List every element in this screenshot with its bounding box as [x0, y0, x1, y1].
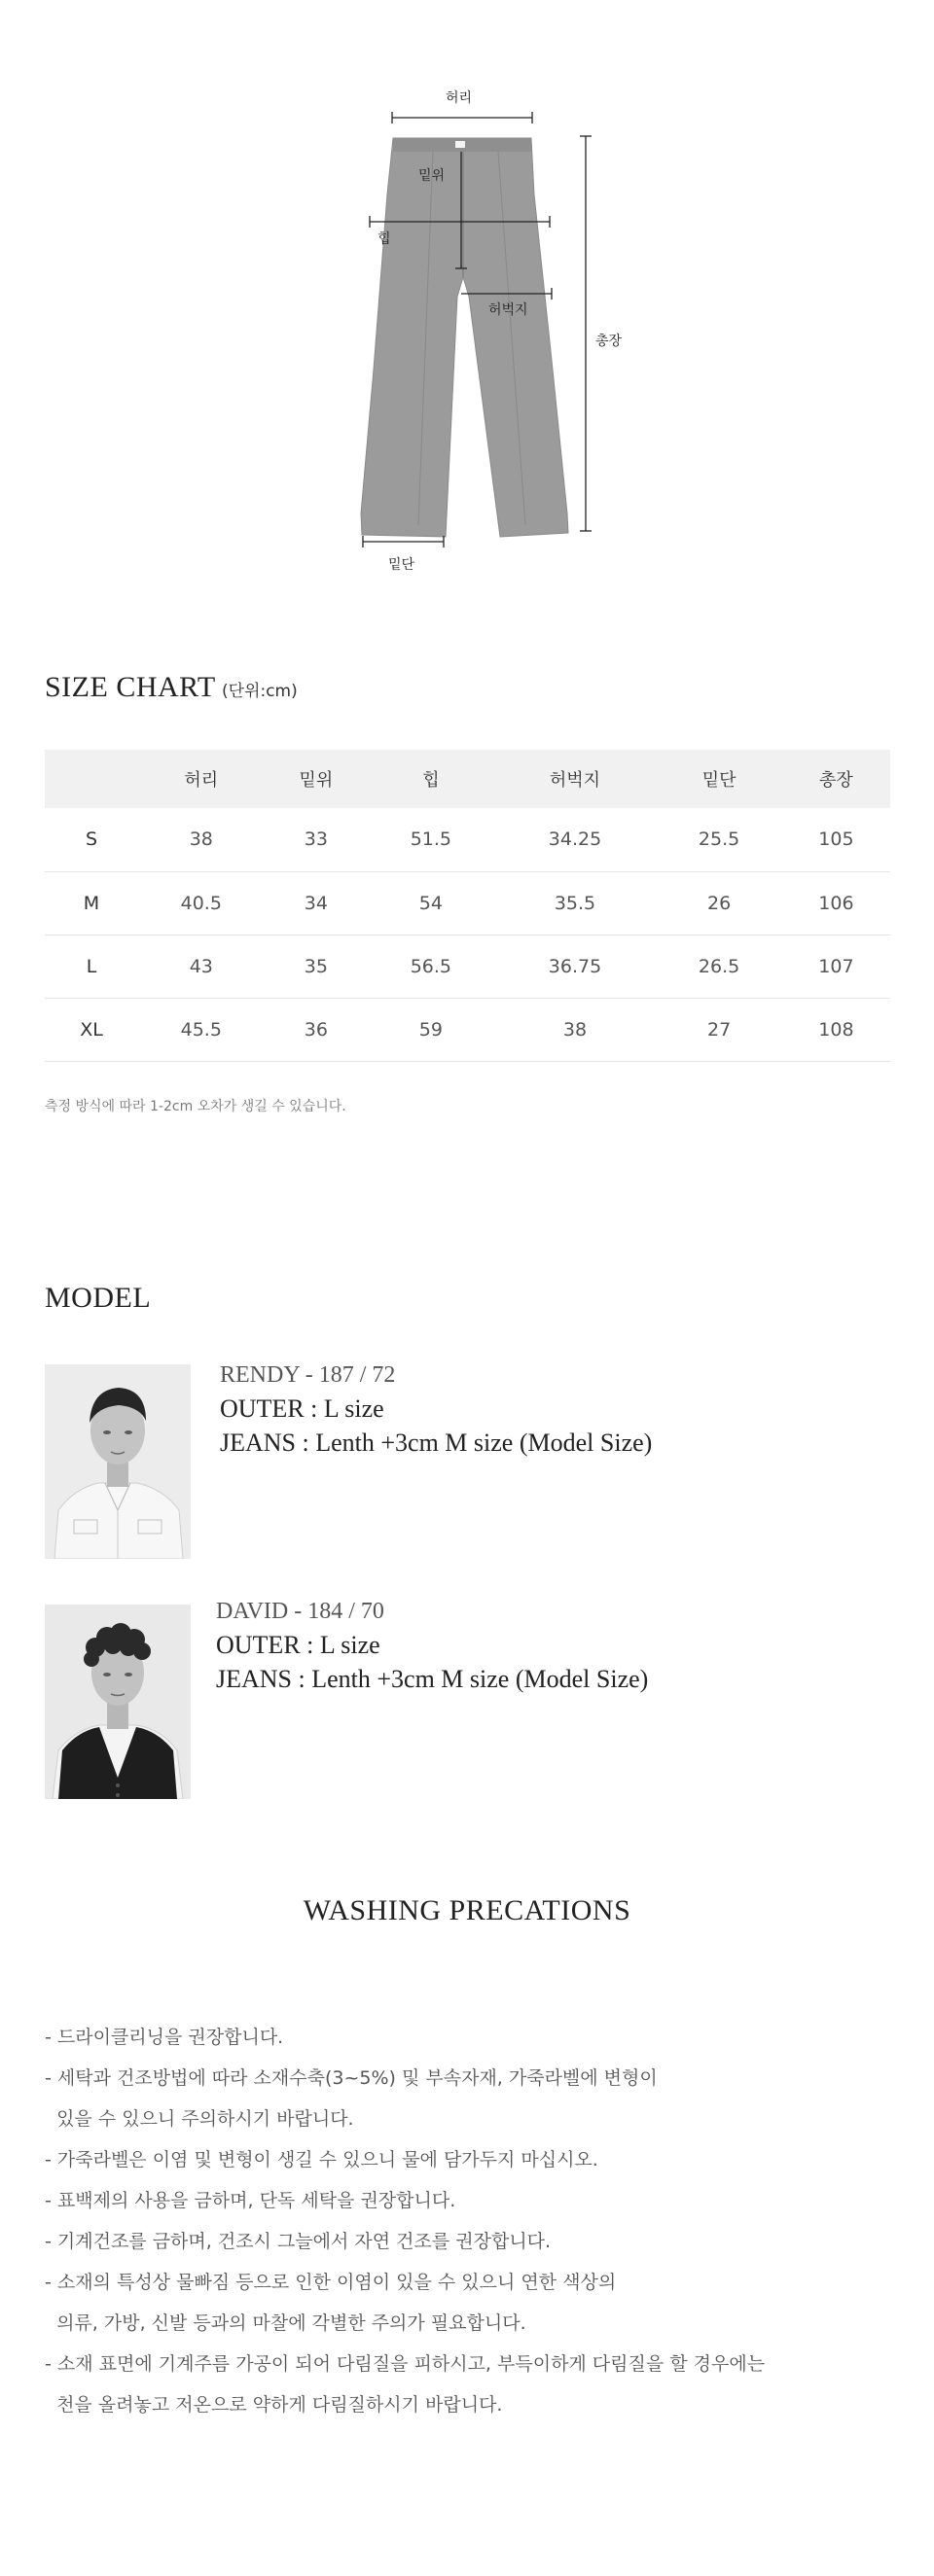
model-jeans-size: JEANS : Lenth +3cm M size (Model Size) — [220, 1429, 653, 1457]
size-chart-title: SIZE CHART — [45, 671, 216, 703]
waist-label: 허리 — [446, 90, 473, 106]
model-jeans-size: JEANS : Lenth +3cm M size (Model Size) — [216, 1665, 649, 1693]
table-row — [45, 808, 890, 871]
measurement-note: 측정 방식에 따라 1-2cm 오차가 생길 수 있습니다. — [45, 1099, 346, 1114]
size-table — [45, 750, 890, 1062]
belt-label — [455, 141, 465, 148]
table-cell: 59 — [418, 1018, 443, 1041]
table-cell: 107 — [818, 955, 854, 977]
size-label: M — [83, 892, 100, 914]
washing-line: 있을 수 있으니 주의하시기 바랍니다. — [45, 2108, 354, 2130]
model-photo-david — [45, 1605, 191, 1799]
size-label: L — [86, 955, 97, 977]
washing-title: WASHING PRECATIONS — [303, 1894, 631, 1926]
table-cell: 45.5 — [180, 1018, 222, 1041]
model-outer-size: OUTER : L size — [216, 1631, 380, 1659]
size-table-header — [45, 750, 890, 808]
table-cell: 33 — [304, 829, 328, 851]
washing-line: - 기계건조를 금하며, 건조시 그늘에서 자연 건조를 권장합니다. — [45, 2231, 552, 2252]
table-cell: 38 — [562, 1018, 588, 1041]
hem-label: 밑단 — [388, 557, 415, 573]
table-cell: 105 — [818, 829, 854, 851]
column-header-hip: 힙 — [422, 770, 440, 791]
trousers-shape — [361, 138, 568, 537]
table-row — [45, 871, 890, 935]
column-header-thigh: 허벅지 — [549, 770, 601, 791]
table-cell: 26 — [706, 892, 732, 914]
size-label: XL — [80, 1018, 103, 1041]
table-cell: 106 — [818, 892, 854, 914]
table-cell: 35 — [304, 955, 328, 977]
washing-line: - 드라이클리닝을 권장합니다. — [45, 2027, 284, 2048]
table-cell: 108 — [818, 1018, 854, 1041]
table-cell: 40.5 — [180, 892, 222, 914]
washing-line: - 가죽라벨은 이염 및 변형이 생길 수 있으니 물에 담가두지 마십시오. — [45, 2149, 598, 2170]
table-row — [45, 998, 890, 1061]
table-cell: 56.5 — [410, 955, 452, 977]
washing-line: - 세탁과 건조방법에 따라 소재수축(3~5%) 및 부속자재, 가죽라벨에 변형이 — [45, 2067, 658, 2089]
washing-line: - 소재 표면에 기계주름 가공이 되어 다림질을 피하시고, 부득이하게 다림질을 할 경우에는 — [45, 2353, 766, 2375]
model-name: RENDY - 187 / 72 — [220, 1362, 396, 1388]
column-header — [45, 750, 138, 808]
table-cell: 25.5 — [698, 829, 740, 851]
table-cell: 26.5 — [698, 955, 740, 977]
washing-line: - 표백제의 사용을 금하며, 단독 세탁을 권장합니다. — [45, 2190, 456, 2211]
table-cell: 43 — [189, 955, 213, 977]
table-cell: 36.75 — [548, 955, 602, 977]
table-cell: 34.25 — [548, 829, 602, 851]
table-cell: 34 — [304, 892, 328, 914]
rise-label: 밑위 — [418, 168, 446, 184]
column-header-rise: 밑위 — [299, 770, 334, 791]
size-label: S — [85, 829, 98, 851]
model-photo-rendy — [45, 1364, 191, 1559]
size-chart-unit: (단위:cm) — [222, 682, 298, 701]
hip-label: 힙 — [377, 231, 391, 247]
column-header-waist: 허리 — [184, 770, 219, 791]
model-outer-size: OUTER : L size — [220, 1394, 384, 1423]
table-cell: 35.5 — [554, 892, 596, 914]
table-cell: 54 — [418, 892, 443, 914]
model-title: MODEL — [45, 1282, 152, 1314]
model-name: DAVID - 184 / 70 — [216, 1599, 384, 1624]
thigh-label: 허벅지 — [488, 302, 528, 318]
column-header-length: 총장 — [819, 770, 853, 791]
table-cell: 27 — [706, 1018, 732, 1041]
washing-line: - 소재의 특성상 물빠짐 등으로 인한 이염이 있을 수 있으니 연한 색상의 — [45, 2272, 617, 2293]
measurement-diagram — [0, 0, 934, 603]
table-cell: 51.5 — [410, 829, 452, 851]
washing-line: 천을 올려놓고 저온으로 약하게 다림질하시기 바랍니다. — [45, 2394, 503, 2416]
table-cell: 36 — [304, 1018, 328, 1041]
length-label: 총장 — [595, 334, 623, 349]
table-row — [45, 935, 890, 998]
washing-line: 의류, 가방, 신발 등과의 마찰에 각별한 주의가 필요합니다. — [45, 2312, 526, 2334]
column-header-hem: 밑단 — [701, 770, 736, 791]
table-cell: 38 — [189, 829, 213, 851]
